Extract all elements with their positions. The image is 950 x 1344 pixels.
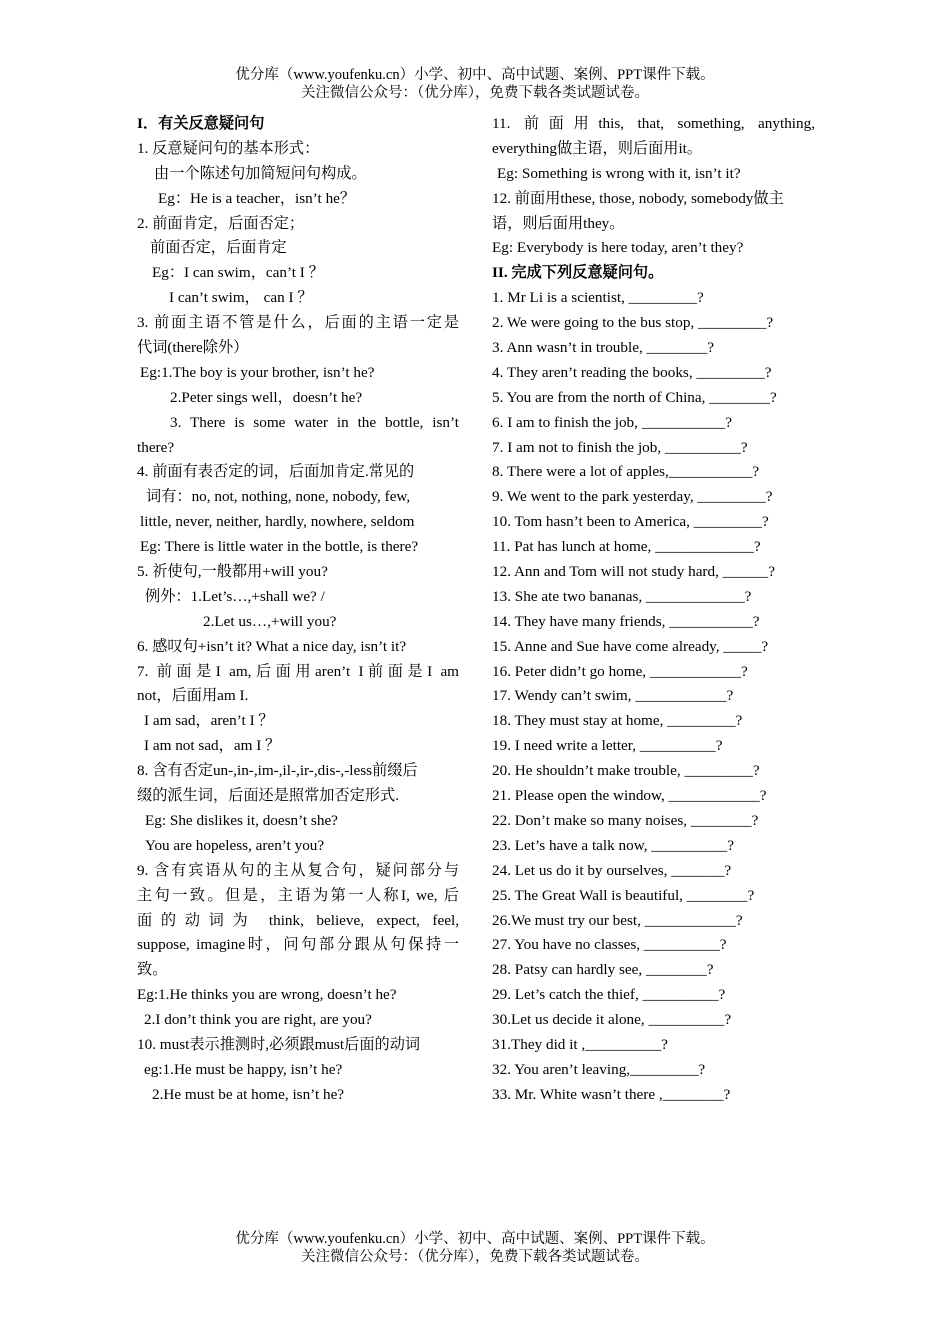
exercise-item: 31.They did it ,__________? bbox=[492, 1035, 668, 1053]
left-line: 面的动词为 think, believe, expect, feel, bbox=[137, 911, 459, 929]
left-line: 2.Peter sings well，doesn’t he? bbox=[170, 388, 363, 406]
left-line: 8. 含有否定un-,in-,im-,il-,ir-,dis-,-less前缀后 bbox=[137, 762, 418, 780]
rule-line: 12. 前面用these, those, nobody, somebody做主 bbox=[492, 189, 784, 207]
left-line: I can’t swim， can I ？ bbox=[169, 289, 313, 307]
left-line: 主句一致。但是，主语为第一人称I, we, 后 bbox=[137, 886, 459, 904]
left-line: Eg：He is a teacher，isn’t he？ bbox=[158, 189, 356, 207]
left-line: 6. 感叹句+isn’t it? What a nice day, isn’t it? bbox=[137, 637, 407, 655]
left-line: 2. 前面肯定，后面否定； bbox=[137, 214, 305, 232]
left-line: 由一个陈述句加简短问句构成。 bbox=[154, 164, 367, 182]
exercise-item: 27. You have no classes, __________? bbox=[492, 936, 727, 954]
left-line: Eg: She dislikes it, doesn’t she? bbox=[145, 811, 338, 829]
exercise-item: 7. I am not to finish the job, __________? bbox=[492, 438, 748, 456]
exercise-item: 12. Ann and Tom will not study hard, ______? bbox=[492, 563, 775, 581]
left-line: I am not sad，am I ？ bbox=[144, 737, 281, 755]
exercise-item: 21. Please open the window, ____________? bbox=[492, 787, 767, 805]
right-column bbox=[492, 112, 815, 1108]
left-line: there? bbox=[137, 438, 175, 456]
exercise-item: 16. Peter didn’t go home, ____________? bbox=[492, 662, 748, 680]
left-line: Eg:1.He thinks you are wrong, doesn’t he? bbox=[137, 986, 397, 1004]
left-line: 2.I don’t think you are right, are you? bbox=[144, 1011, 372, 1029]
left-line: You are hopeless, aren’t you? bbox=[145, 836, 325, 854]
footer-line-2: 关注微信公众号：（优分库），免费下载各类试题试卷。 bbox=[301, 1249, 649, 1265]
left-line: Eg: There is little water in the bottle, is there? bbox=[140, 538, 419, 556]
exercise-title: II. 完成下列反意疑问句。 bbox=[492, 264, 664, 282]
left-line: 3. 前面主语不管是什么，后面的主语一定是 bbox=[137, 314, 459, 332]
exercise-item: 15. Anne and Sue have come already, _____? bbox=[492, 637, 769, 655]
rule-line: 11. 前面用this, that, something, anything, bbox=[492, 115, 815, 132]
exercise-item: 6. I am to finish the job, ___________? bbox=[492, 413, 733, 431]
header-line-1: 优分库（www.youfenku.cn）小学、初中、高中试题、案例、PPT课件下载。 bbox=[235, 67, 715, 83]
exercise-item: 5. You are from the north of China, ________? bbox=[492, 388, 777, 406]
left-line: 2.He must be at home, isn’t he? bbox=[152, 1085, 345, 1103]
exercise-item: 10. Tom hasn’t been to America, _________? bbox=[492, 513, 769, 531]
exercise-item: 22. Don’t make so many noises, ________? bbox=[492, 811, 759, 829]
rule-line: 语，则后面用they。 bbox=[492, 214, 625, 232]
rule-line: Eg: Something is wrong with it, isn’t it? bbox=[497, 164, 741, 182]
left-line: 致。 bbox=[137, 961, 168, 979]
left-line: 词有：no, not, nothing, none, nobody, few, bbox=[146, 488, 411, 506]
left-line: 10. must表示推测时,必须跟must后面的动词 bbox=[137, 1035, 421, 1053]
left-line: 4. 前面有表否定的词，后面加肯定.常见的 bbox=[137, 463, 415, 481]
exercise-item: 11. Pat has lunch at home, _____________? bbox=[492, 538, 761, 556]
left-line: 3. There is some water in the bottle, isn’t bbox=[170, 413, 459, 431]
left-line: Eg：I can swim，can’t I ？ bbox=[152, 264, 324, 282]
left-line: 7. 前面是I am,后面用aren’t I前面是I am bbox=[137, 662, 459, 680]
exercise-item: 1. Mr Li is a scientist, _________? bbox=[492, 289, 704, 307]
left-line: 前面否定，后面肯定 bbox=[150, 239, 287, 257]
exercise-item: 9. We went to the park yesterday, _________? bbox=[492, 488, 773, 506]
exercise-item: 29. Let’s catch the thief, __________? bbox=[492, 986, 726, 1004]
left-line: not，后面用am I. bbox=[137, 687, 249, 705]
exercise-item: 33. Mr. White wasn’t there ,________? bbox=[492, 1085, 731, 1103]
left-line: I am sad，aren’t I ？ bbox=[144, 712, 274, 730]
left-line: suppose, imagine时，问句部分跟从句保持一 bbox=[137, 936, 459, 954]
left-line: 9. 含有宾语从句的主从复合句，疑问部分与 bbox=[137, 861, 459, 879]
left-line: little, never, neither, hardly, nowhere, seldom bbox=[140, 513, 415, 531]
section-title: I．有关反意疑问句 bbox=[137, 115, 265, 132]
page-footer bbox=[0, 1230, 950, 1266]
exercise-item: 24. Let us do it by ourselves, _______? bbox=[492, 861, 732, 879]
exercise-item: 28. Patsy can hardly see, ________? bbox=[492, 961, 714, 979]
exercise-item: 32. You aren’t leaving,_________? bbox=[492, 1060, 706, 1078]
exercise-item: 25. The Great Wall is beautiful, ________? bbox=[492, 886, 755, 904]
left-line: eg:1.He must be happy, isn’t he? bbox=[144, 1060, 343, 1078]
left-column bbox=[137, 112, 459, 1108]
footer-line-1: 优分库（www.youfenku.cn）小学、初中、高中试题、案例、PPT课件下载。 bbox=[235, 1231, 715, 1247]
page-header bbox=[0, 66, 950, 102]
exercise-item: 2. We were going to the bus stop, _________? bbox=[492, 314, 774, 332]
exercise-item: 3. Ann wasn’t in trouble, ________? bbox=[492, 339, 715, 357]
header-line-2: 关注微信公众号：（优分库），免费下载各类试题试卷。 bbox=[301, 85, 649, 101]
exercise-list bbox=[492, 286, 815, 1107]
left-line: 代词(there除外） bbox=[137, 339, 249, 357]
left-line: 例外：1.Let’s…,+shall we? / bbox=[145, 587, 325, 605]
left-line: 1. 反意疑问句的基本形式： bbox=[137, 139, 320, 157]
exercise-item: 26.We must try our best, ____________? bbox=[492, 911, 743, 929]
exercise-item: 8. There were a lot of apples,___________? bbox=[492, 463, 760, 481]
exercise-item: 4. They aren’t reading the books, _________? bbox=[492, 363, 772, 381]
exercise-item: 14. They have many friends, ___________? bbox=[492, 612, 760, 630]
exercise-item: 23. Let’s have a talk now, __________? bbox=[492, 836, 734, 854]
exercise-item: 13. She ate two bananas, _____________? bbox=[492, 587, 752, 605]
left-line: 缀的派生词，后面还是照常加否定形式. bbox=[137, 787, 399, 805]
left-line: Eg:1.The boy is your brother, isn’t he? bbox=[140, 363, 375, 381]
exercise-item: 20. He shouldn’t make trouble, _________? bbox=[492, 762, 760, 780]
left-line: 2.Let us…,+will you? bbox=[203, 612, 337, 630]
exercise-item: 30.Let us decide it alone, __________? bbox=[492, 1011, 732, 1029]
exercise-item: 17. Wendy can’t swim, ____________? bbox=[492, 687, 734, 705]
rule-line: everything做主语，则后面用it。 bbox=[492, 139, 703, 157]
exercise-item: 19. I need write a letter, __________? bbox=[492, 737, 723, 755]
exercise-item: 18. They must stay at home, _________? bbox=[492, 712, 743, 730]
rule-line: Eg: Everybody is here today, aren’t they? bbox=[492, 239, 744, 257]
left-line: 5. 祈使句,一般都用+will you? bbox=[137, 563, 328, 581]
